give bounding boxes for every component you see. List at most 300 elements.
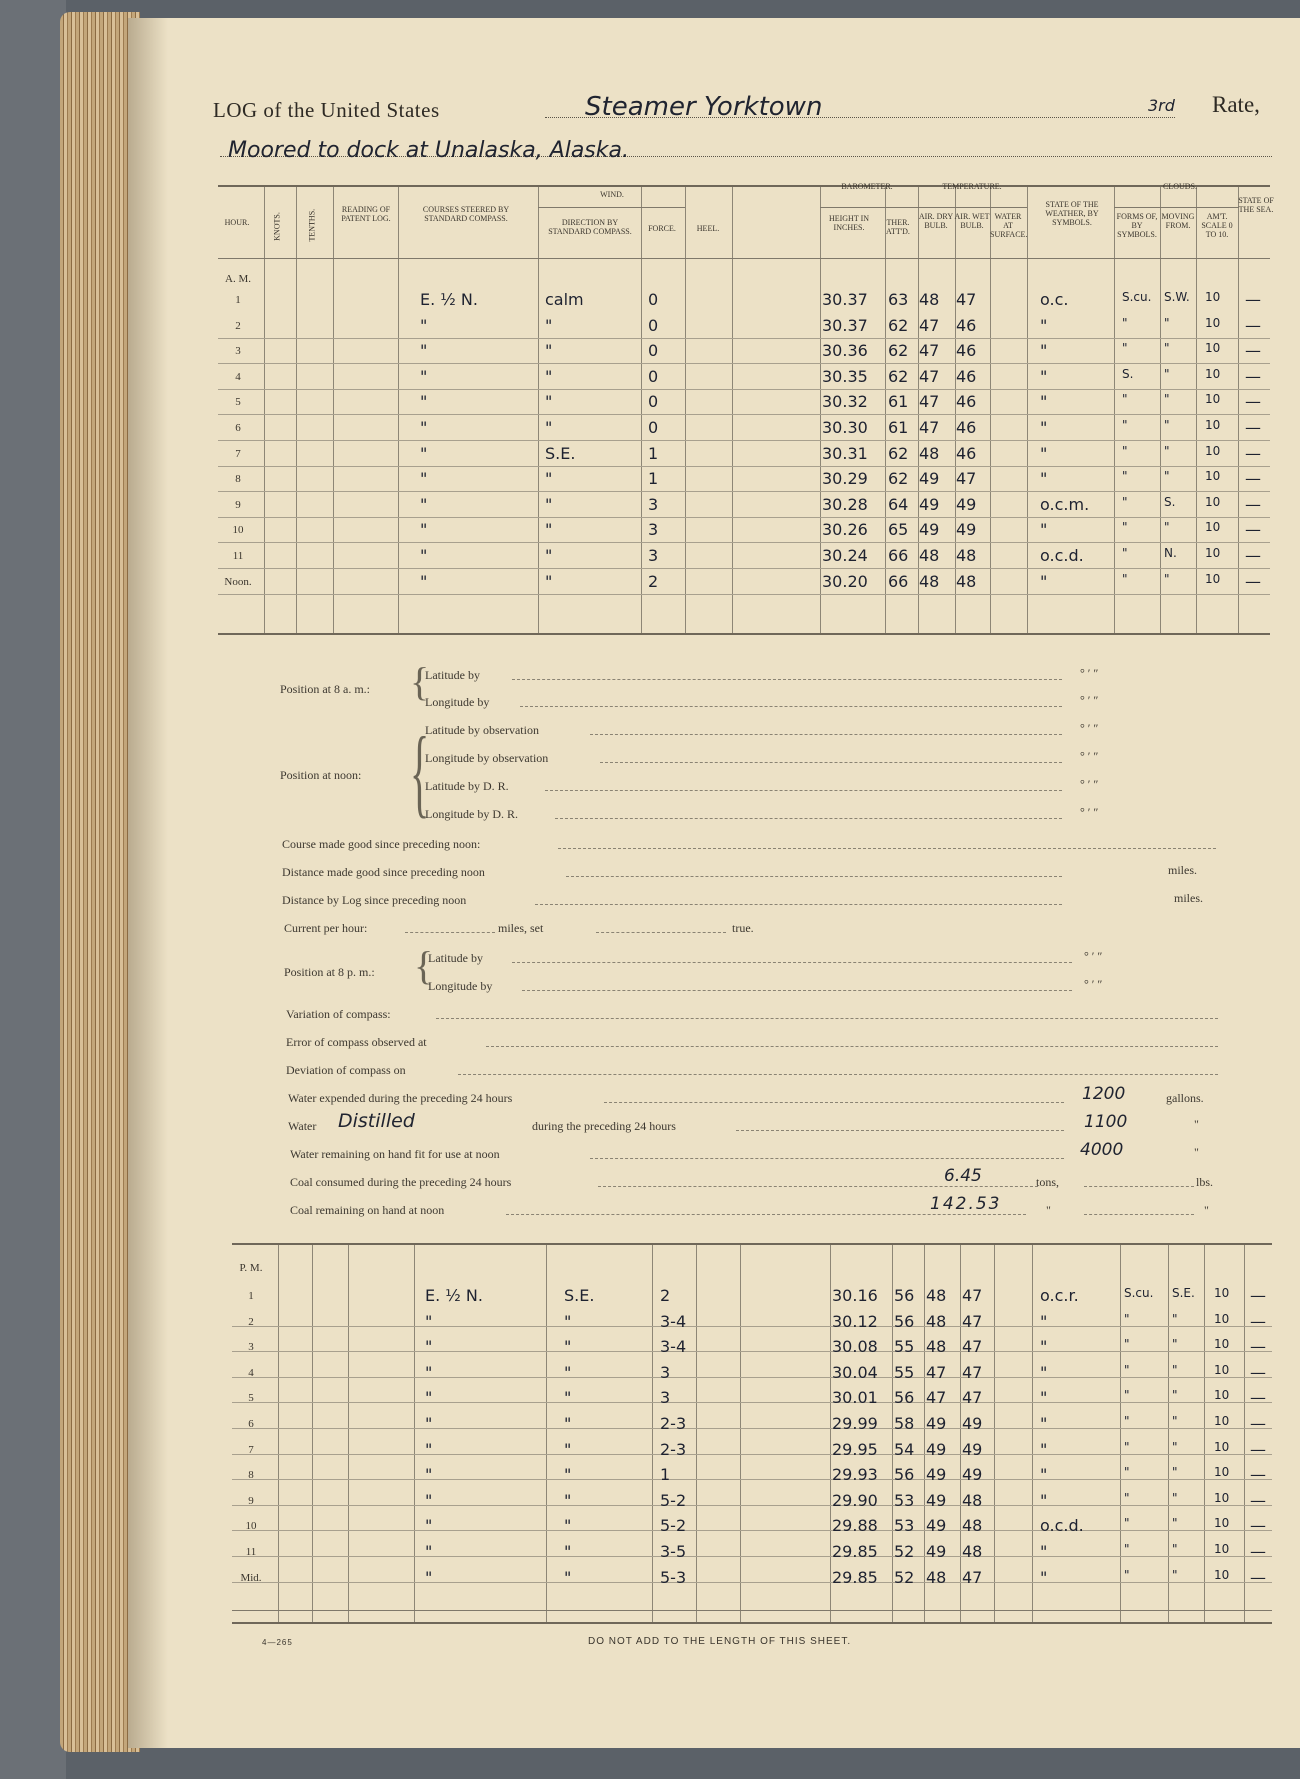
pm-row-rule: [232, 1530, 1272, 1531]
pm-row-rule: [232, 1402, 1272, 1403]
variation-label: Variation of compass:: [286, 1007, 391, 1021]
pm-course-cell: ": [425, 1516, 433, 1536]
am-dry-bulb-cell: 48: [919, 546, 940, 565]
coal-rem-label: Coal remaining on hand at noon: [290, 1203, 445, 1217]
am-amount-cell: 10: [1205, 520, 1221, 535]
long-dr: Longitude by D. R.: [425, 807, 518, 821]
am-barometer-cell: 30.37: [822, 290, 868, 309]
water-during: during the preceding 24 hours: [532, 1119, 676, 1133]
pm-sea-cell: —: [1250, 1388, 1266, 1408]
am-barometer-cell: 30.28: [822, 494, 868, 514]
error-label: Error of compass observed at: [286, 1035, 427, 1049]
am-barometer-cell: 30.24: [822, 546, 868, 565]
pm-amount-cell: 10: [1214, 1490, 1230, 1505]
pm-top-rule: [232, 1243, 1272, 1245]
water-rem-label: Water remaining on hand fit for use at noon: [290, 1147, 500, 1161]
am-forms-cell: S.cu.: [1122, 290, 1152, 304]
am-col-rule: [1027, 185, 1028, 633]
am-row-rule: [218, 466, 1270, 467]
long-by-8am: Longitude by: [425, 695, 490, 709]
am-barometer-cell: 30.29: [822, 469, 868, 489]
am-weather-cell: o.c.m.: [1040, 494, 1090, 514]
am-forms-cell: ": [1122, 443, 1128, 458]
pm-dry-bulb-cell: 48: [926, 1337, 947, 1357]
pm-hour-label: 9: [248, 1494, 254, 1507]
am-force-cell: 0: [648, 392, 659, 412]
pm-moving-cell: ": [1172, 1516, 1178, 1531]
error-line: [486, 1046, 1218, 1047]
am-wet-bulb-cell: 46: [956, 315, 977, 335]
col-forms-header: FORMS OF, BY SYMBOLS.: [1116, 212, 1158, 239]
lat-dr-line: [545, 790, 1062, 791]
am-col-rule: [990, 185, 991, 633]
am-force-cell: 3: [648, 494, 659, 514]
pm-col-rule: [1032, 1243, 1033, 1622]
lat-by-8am: Latitude by: [425, 668, 480, 682]
pm-wet-bulb-cell: 47: [962, 1286, 983, 1305]
col-barometer-header: BAROMETER.: [841, 182, 893, 191]
am-force-cell: 0: [648, 290, 659, 309]
am-moving-cell: ": [1164, 366, 1170, 381]
pm-force-cell: 2-3: [660, 1414, 687, 1433]
pm-forms-cell: ": [1124, 1439, 1130, 1454]
pm-weather-cell: ": [1040, 1362, 1048, 1382]
am-dry-bulb-cell: 47: [919, 418, 940, 437]
pm-weather-cell: ": [1040, 1542, 1048, 1561]
pm-sea-cell: —: [1250, 1439, 1266, 1459]
pm-ther-cell: 55: [894, 1362, 915, 1382]
pm-amount-cell: 10: [1214, 1337, 1230, 1352]
miles-set: miles, set: [498, 921, 544, 935]
pos-noon-label: Position at noon:: [280, 768, 362, 782]
am-force-cell: 1: [648, 443, 659, 463]
lat-8am-line: [512, 679, 1062, 680]
am-course-cell: ": [420, 520, 428, 540]
pm-force-cell: 5-2: [660, 1516, 687, 1536]
am-col-rule: [885, 185, 886, 633]
am-wet-bulb-cell: 46: [956, 418, 977, 437]
am-ther-cell: 65: [888, 520, 909, 540]
am-bottom-rule: [218, 633, 1270, 635]
pm-dry-bulb-cell: 47: [926, 1388, 947, 1408]
pm-wet-bulb-cell: 47: [962, 1337, 983, 1357]
am-direction-cell: ": [545, 469, 553, 489]
pm-ther-cell: 53: [894, 1490, 915, 1510]
am-barometer-cell: 30.31: [822, 443, 868, 463]
pm-ther-cell: 56: [894, 1311, 915, 1331]
pm-col-rule: [414, 1243, 415, 1622]
pm-direction-cell: ": [564, 1516, 572, 1536]
lat-8am-dms: ° ′ ″: [1080, 666, 1099, 680]
tons-label: tons,: [1036, 1175, 1060, 1189]
pm-sea-cell: —: [1250, 1362, 1266, 1382]
am-col-rule: [333, 185, 334, 633]
pm-forms-cell: ": [1124, 1567, 1130, 1582]
am-direction-cell: ": [545, 494, 553, 514]
pos-8pm-brace: {: [414, 943, 434, 988]
pm-forms-cell: ": [1124, 1337, 1130, 1352]
pm-force-cell: 3-4: [660, 1311, 687, 1331]
pm-weather-cell: ": [1040, 1311, 1048, 1331]
am-force-cell: 0: [648, 315, 659, 335]
pm-row-rule: [232, 1326, 1272, 1327]
lbs-line: [1084, 1186, 1194, 1187]
pm-weather-cell: ": [1040, 1465, 1048, 1485]
pm-moving-cell: S.E.: [1172, 1286, 1195, 1300]
pm-wet-bulb-cell: 47: [962, 1388, 983, 1408]
am-ther-cell: 63: [888, 290, 909, 309]
am-col-rule: [1196, 185, 1197, 633]
pm-hour-label: 2: [248, 1315, 254, 1328]
am-barometer-cell: 30.35: [822, 366, 868, 386]
pm-forms-cell: ": [1124, 1388, 1130, 1403]
am-barometer-cell: 30.26: [822, 520, 868, 540]
pm-forms-cell: S.cu.: [1124, 1286, 1154, 1300]
am-moving-cell: S.: [1164, 494, 1176, 509]
am-direction-cell: ": [545, 571, 553, 591]
am-course-cell: ": [420, 571, 428, 591]
am-col-rule: [296, 185, 297, 633]
water-type: Distilled: [338, 1110, 415, 1132]
am-row-rule: [218, 517, 1270, 518]
pm-dry-bulb-cell: 49: [926, 1465, 947, 1485]
am-amount-cell: 10: [1205, 392, 1221, 407]
water-dist-value: 1100: [1084, 1112, 1128, 1132]
am-course-cell: ": [420, 418, 428, 437]
col-weather-header: STATE OF THE WEATHER, BY SYMBOLS.: [1045, 200, 1099, 227]
pm-weather-cell: ": [1040, 1388, 1048, 1408]
col-knots-header: KNOTS.: [272, 212, 282, 241]
pm-weather-cell: ": [1040, 1490, 1048, 1510]
pm-hour-label: 8: [248, 1469, 254, 1482]
pm-col-rule: [1244, 1243, 1245, 1622]
am-col-rule: [732, 185, 733, 633]
pm-hour-label: 6: [248, 1418, 254, 1430]
am-hour-label: 9: [235, 498, 241, 511]
am-ther-cell: 62: [888, 366, 909, 386]
coal-rem-line: [506, 1214, 1026, 1215]
pm-ther-cell: 56: [894, 1388, 915, 1408]
am-ther-cell: 62: [888, 443, 909, 463]
lat-dr: Latitude by D. R.: [425, 779, 509, 793]
lat-obs-dms: ° ′ ″: [1080, 721, 1099, 735]
am-amount-cell: 10: [1205, 341, 1221, 356]
pm-moving-cell: ": [1172, 1311, 1178, 1326]
pm-amount-cell: 10: [1214, 1439, 1230, 1454]
pm-sea-cell: —: [1250, 1490, 1266, 1510]
pos-8am-label: Position at 8 a. m.:: [280, 682, 370, 696]
pm-ther-cell: 55: [894, 1337, 915, 1357]
pm-col-rule: [830, 1243, 831, 1622]
dist-log-miles: miles.: [1174, 891, 1203, 905]
am-sea-cell: —: [1245, 315, 1261, 335]
pm-amount-cell: 10: [1214, 1311, 1230, 1326]
pm-moving-cell: ": [1172, 1414, 1178, 1428]
col-temperature-header: TEMPERATURE.: [942, 182, 1002, 191]
background: [0, 0, 66, 1779]
rate-print: Rate,: [1212, 92, 1260, 117]
pm-ther-cell: 53: [894, 1516, 915, 1536]
long-dr-line: [555, 818, 1062, 819]
am-amount-cell: 10: [1205, 546, 1221, 560]
am-force-cell: 1: [648, 469, 659, 489]
am-amount-cell: 10: [1205, 571, 1221, 586]
pos-8pm-label: Position at 8 p. m.:: [284, 965, 375, 979]
am-row-rule: [218, 594, 1270, 595]
pm-hour-label: 7: [248, 1443, 254, 1456]
am-sea-cell: —: [1245, 443, 1261, 463]
am-moving-cell: ": [1164, 418, 1170, 432]
am-col-rule: [820, 185, 821, 633]
am-direction-cell: ": [545, 392, 553, 412]
dist-good-line: [566, 876, 1062, 877]
pm-direction-cell: ": [564, 1337, 572, 1357]
am-amount-cell: 10: [1205, 494, 1221, 509]
pm-wet-bulb-cell: 47: [962, 1311, 983, 1331]
pm-col-rule: [312, 1243, 313, 1622]
page-gutter-shadow: [128, 18, 168, 1748]
am-moving-cell: ": [1164, 443, 1170, 458]
am-moving-cell: ": [1164, 392, 1170, 407]
pm-direction-cell: ": [564, 1465, 572, 1485]
col-sea-header: STATE OF THE SEA.: [1238, 196, 1274, 214]
am-direction-cell: ": [545, 366, 553, 386]
pm-dry-bulb-cell: 48: [926, 1311, 947, 1331]
am-hour-label: 7: [235, 447, 241, 460]
pm-course-cell: ": [425, 1362, 433, 1382]
am-sea-cell: —: [1245, 392, 1261, 412]
am-hour-label: 5: [235, 396, 241, 409]
am-direction-cell: S.E.: [545, 443, 576, 463]
col-air-dry-header: AIR. DRY BULB.: [918, 212, 954, 230]
am-barometer-cell: 30.36: [822, 341, 868, 361]
am-barometer-cell: 30.20: [822, 571, 868, 591]
lat-dr-dms: ° ′ ″: [1080, 777, 1099, 791]
pm-barometer-cell: 29.85: [832, 1542, 878, 1561]
am-header-rule: [1114, 207, 1238, 208]
pm-force-cell: 3: [660, 1388, 671, 1408]
pm-row-rule: [232, 1505, 1272, 1506]
pm-forms-cell: ": [1124, 1414, 1130, 1428]
am-row-rule: [218, 542, 1270, 543]
am-sea-cell: —: [1245, 469, 1261, 489]
pm-direction-cell: ": [564, 1490, 572, 1510]
am-label: A. M.: [225, 273, 251, 285]
pm-forms-cell: ": [1124, 1542, 1130, 1556]
pm-direction-cell: ": [564, 1414, 572, 1433]
pm-moving-cell: ": [1172, 1388, 1178, 1403]
am-force-cell: 0: [648, 418, 659, 437]
am-col-rule: [264, 185, 265, 633]
pm-barometer-cell: 30.12: [832, 1311, 878, 1331]
am-wet-bulb-cell: 48: [956, 546, 977, 565]
pm-forms-cell: ": [1124, 1516, 1130, 1531]
pm-ther-cell: 56: [894, 1465, 915, 1485]
pm-col-rule: [994, 1243, 995, 1622]
course-good-label: Course made good since preceding noon:: [282, 837, 481, 851]
am-ther-cell: 66: [888, 571, 909, 591]
am-ther-cell: 66: [888, 546, 909, 565]
pm-amount-cell: 10: [1214, 1388, 1230, 1403]
pm-ther-cell: 58: [894, 1414, 915, 1433]
pm-weather-cell: ": [1040, 1567, 1048, 1587]
am-sea-cell: —: [1245, 341, 1261, 361]
current-line: [405, 932, 495, 933]
pm-amount-cell: 10: [1214, 1362, 1230, 1377]
am-hour-label: 4: [235, 370, 241, 383]
pos-8am-brace: {: [410, 659, 430, 704]
am-hour-label: 11: [232, 550, 244, 562]
am-forms-cell: ": [1122, 546, 1128, 560]
pm-force-cell: 2: [660, 1286, 671, 1305]
pm-hour-label: 5: [248, 1392, 254, 1405]
pm-dry-bulb-cell: 49: [926, 1516, 947, 1536]
pm-row-rule: [232, 1479, 1272, 1480]
am-moving-cell: ": [1164, 571, 1170, 586]
am-direction-cell: ": [545, 341, 553, 361]
dist-log-line: [535, 904, 1062, 905]
pm-moving-cell: ": [1172, 1362, 1178, 1377]
coal-rem-ditto: ": [1046, 1203, 1051, 1217]
pm-forms-cell: ": [1124, 1490, 1130, 1505]
pm-dry-bulb-cell: 49: [926, 1490, 947, 1510]
pm-direction-cell: ": [564, 1388, 572, 1408]
pm-barometer-cell: 29.93: [832, 1465, 878, 1485]
dist-good-label: Distance made good since preceding noon: [282, 865, 485, 879]
am-course-cell: ": [420, 443, 428, 463]
col-wind-header: WIND.: [600, 190, 624, 199]
pm-hour-label: 11: [245, 1546, 257, 1558]
am-sea-cell: —: [1245, 418, 1261, 437]
set-line: [596, 932, 726, 933]
log-title: LOG of the United States: [213, 98, 440, 122]
am-force-cell: 2: [648, 571, 659, 591]
am-dry-bulb-cell: 47: [919, 366, 940, 386]
coal-cons-value: 6.45: [944, 1166, 982, 1186]
am-amount-cell: 10: [1205, 443, 1221, 458]
pm-dry-bulb-cell: 48: [926, 1286, 947, 1305]
pm-weather-cell: o.c.d.: [1040, 1516, 1084, 1536]
pm-force-cell: 5-3: [660, 1567, 687, 1587]
col-force-header: FORCE.: [648, 224, 676, 233]
am-amount-cell: 10: [1205, 366, 1221, 381]
water-rem-ditto: ": [1194, 1145, 1199, 1159]
am-wet-bulb-cell: 46: [956, 366, 977, 386]
am-dry-bulb-cell: 49: [919, 520, 940, 540]
pm-amount-cell: 10: [1214, 1414, 1230, 1428]
pm-dry-bulb-cell: 47: [926, 1362, 947, 1382]
pm-course-cell: ": [425, 1439, 433, 1459]
pm-course-cell: ": [425, 1414, 433, 1433]
am-amount-cell: 10: [1205, 315, 1221, 330]
pm-bottom-rule: [232, 1622, 1272, 1624]
am-moving-cell: ": [1164, 469, 1170, 484]
am-direction-cell: ": [545, 418, 553, 437]
am-col-rule: [1160, 185, 1161, 633]
col-hour-header: HOUR.: [224, 218, 250, 227]
pm-dry-bulb-cell: 49: [926, 1439, 947, 1459]
variation-line: [436, 1018, 1218, 1019]
water-exp-value: 1200: [1082, 1084, 1126, 1104]
pm-barometer-cell: 29.85: [832, 1567, 878, 1587]
lat-obs-line: [590, 734, 1062, 735]
am-weather-cell: ": [1040, 315, 1048, 335]
pm-wet-bulb-cell: 48: [962, 1490, 983, 1510]
am-sea-cell: —: [1245, 571, 1261, 591]
am-amount-cell: 10: [1205, 469, 1221, 484]
dist-log-label: Distance by Log since preceding noon: [282, 893, 467, 907]
am-direction-cell: calm: [545, 290, 584, 309]
pm-sea-cell: —: [1250, 1337, 1266, 1357]
pm-weather-cell: ": [1040, 1414, 1048, 1433]
water-dist-line: [736, 1130, 1064, 1131]
pm-amount-cell: 10: [1214, 1542, 1230, 1556]
long-8am-line: [520, 706, 1062, 707]
pm-hour-label: 1: [248, 1290, 254, 1302]
am-dry-bulb-cell: 47: [919, 341, 940, 361]
am-course-cell: ": [420, 494, 428, 514]
long-obs: Longitude by observation: [425, 751, 549, 765]
pm-force-cell: 1: [660, 1465, 671, 1485]
am-row-rule: [218, 414, 1270, 415]
am-weather-cell: o.c.d.: [1040, 546, 1084, 565]
pm-course-cell: ": [425, 1388, 433, 1408]
am-col-rule: [685, 185, 686, 633]
am-dry-bulb-cell: 49: [919, 469, 940, 489]
col-water-surface-header: WATER AT SURFACE.: [990, 212, 1028, 239]
am-dry-bulb-cell: 48: [919, 443, 940, 463]
pm-ther-cell: 56: [894, 1286, 915, 1305]
am-forms-cell: ": [1122, 469, 1128, 484]
am-hour-label: 3: [235, 345, 241, 358]
am-header-rule: [538, 207, 685, 208]
pm-direction-cell: ": [564, 1311, 572, 1331]
am-row-rule: [218, 440, 1270, 441]
am-ther-cell: 62: [888, 315, 909, 335]
coal-rem-ditto-2: ": [1204, 1203, 1209, 1217]
pm-dry-bulb-cell: 49: [926, 1542, 947, 1561]
col-clouds-header: CLOUDS.: [1162, 182, 1197, 191]
am-moving-cell: ": [1164, 520, 1170, 535]
long-8pm-line: [522, 990, 1072, 991]
pm-force-cell: 3-5: [660, 1542, 687, 1561]
pm-course-cell: ": [425, 1542, 433, 1561]
pm-force-cell: 2-3: [660, 1439, 687, 1459]
deviation-label: Deviation of compass on: [286, 1063, 406, 1077]
pm-sea-cell: —: [1250, 1567, 1266, 1587]
pm-wet-bulb-cell: 49: [962, 1465, 983, 1485]
lat-obs: Latitude by observation: [425, 723, 539, 737]
water-exp-line: [604, 1102, 1064, 1103]
am-forms-cell: S.: [1122, 366, 1134, 381]
gallons-label: gallons.: [1166, 1091, 1204, 1105]
am-col-rule: [1238, 185, 1239, 633]
log-page: [128, 18, 1300, 1748]
col-heel-header: HEEL.: [696, 224, 720, 233]
am-weather-cell: ": [1040, 366, 1048, 386]
pm-wet-bulb-cell: 48: [962, 1542, 983, 1561]
am-wet-bulb-cell: 46: [956, 443, 977, 463]
am-direction-cell: ": [545, 520, 553, 540]
coal-rem-value: 142.53: [930, 1194, 1002, 1214]
am-hour-label: 8: [235, 473, 241, 486]
long-8pm-dms: ° ′ ″: [1084, 977, 1103, 991]
pm-row-rule: [232, 1556, 1272, 1557]
long-obs-line: [600, 762, 1062, 763]
pm-wet-bulb-cell: 48: [962, 1516, 983, 1536]
col-ther-header: THER. ATT'D.: [886, 218, 910, 236]
am-weather-cell: ": [1040, 469, 1048, 489]
